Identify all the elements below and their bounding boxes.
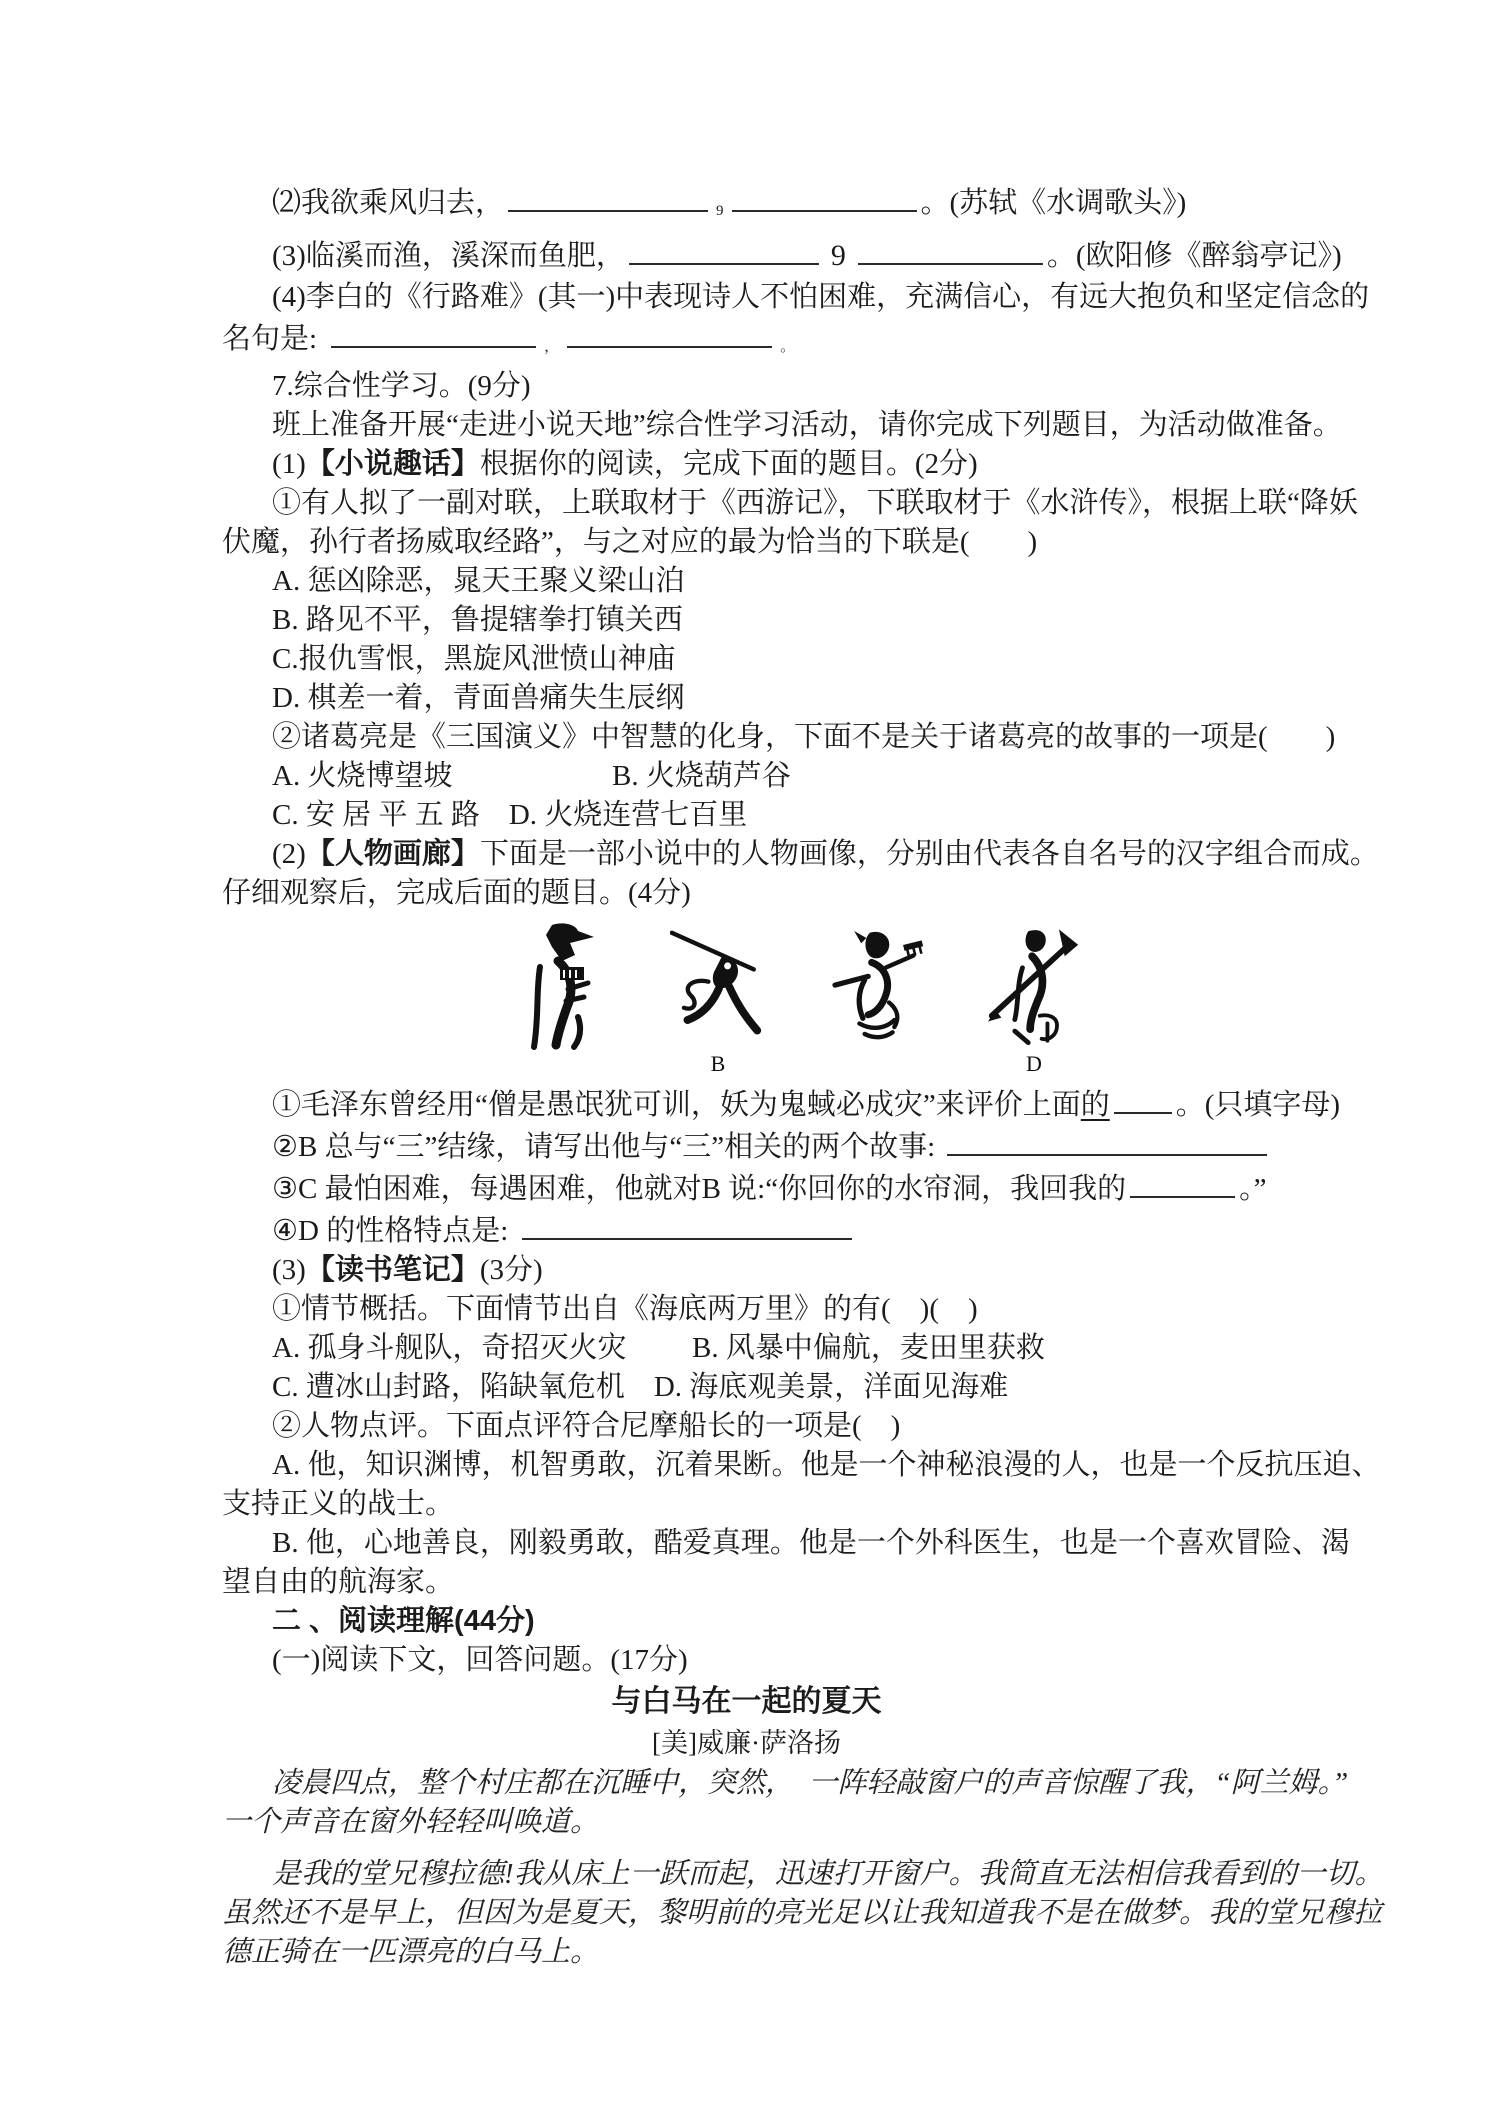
paragraph-text: 一个声音在窗外轻轻叫唤道。: [222, 1806, 600, 1838]
answer-blank: [1114, 1083, 1172, 1114]
q7-p3q1-options-ab: [0, 1329, 1493, 1368]
figure-1-label: [512, 1051, 608, 1077]
q7-p2q4: [0, 1209, 1493, 1251]
q7-part2-heading: [0, 835, 1493, 874]
question-text: ④D 的性格特点是:: [272, 1215, 509, 1247]
part-tag: 【读书笔记】: [305, 1254, 480, 1286]
option-text: A. 惩凶除恶，晁天王聚义梁山泊: [272, 565, 685, 597]
part-heading-text: (3分): [479, 1254, 543, 1286]
q7-intro: [0, 406, 1493, 445]
figure-3: [828, 921, 924, 1077]
question-text: ②人物点评。下面点评符合尼摩船长的一项是( ): [272, 1410, 901, 1442]
answer-blank: [1130, 1167, 1235, 1198]
option-text: B. 他，心地善良，刚毅勇敢，酷爱真理。他是一个外科医生，也是一个喜欢冒险、渴: [272, 1527, 1350, 1559]
figure-2-label: B: [710, 1051, 726, 1076]
q6-line-3: [0, 234, 1493, 278]
reading-title: [0, 1680, 1493, 1723]
q6-line-4-text: (4)李白的《行路难》(其一)中表现诗人不怕困难，充满信心，有远大抱负和坚定信念的: [272, 281, 1370, 313]
option-text: B. 火烧葫芦谷: [612, 760, 791, 792]
part-heading-text: 下面是一部小说中的人物画像，分别由代表各自名号的汉字组合而成。: [479, 838, 1379, 870]
part-number: (1): [272, 448, 306, 480]
reading-author: [0, 1723, 1493, 1764]
option-text: 支持正义的战士。: [222, 1488, 455, 1520]
part-heading-text: 仔细观察后，完成后面的题目。(4分): [222, 877, 691, 909]
option-text: B. 路见不平，鲁提辖拳打镇关西: [272, 604, 683, 636]
figure-2: [670, 921, 766, 1077]
reading-para1-line2: [0, 1803, 1493, 1842]
section2-sub-heading: [0, 1641, 1493, 1680]
section2-heading-text: 二 、阅读理解(44分): [272, 1605, 535, 1637]
q7-part3-heading: [0, 1251, 1493, 1290]
q7-p3q2-option-b-line2: [0, 1563, 1493, 1602]
q7-p3q2-option-a-line2: [0, 1485, 1493, 1524]
q7-p1q2-options-ab: [0, 757, 1493, 796]
paragraph-text: 虽然还不是早上，但因为是夏天，黎明前的亮光足以让我知道我不是在做梦。我的堂兄穆拉: [222, 1897, 1383, 1929]
section2-heading: [0, 1602, 1493, 1641]
q7-p2q3: [0, 1167, 1493, 1209]
q7-p1q2: [0, 718, 1493, 757]
figure-1: [512, 921, 608, 1077]
part-tag: 【人物画廊】: [305, 838, 480, 870]
q6-line-4: [0, 278, 1493, 317]
option-text: B. 风暴中偏航，麦田里获救: [692, 1332, 1045, 1364]
q7-heading: [0, 367, 1493, 406]
sha-wujing-calligraphy-figure: [986, 921, 1082, 1051]
q7-p3q1-options-cd: [0, 1368, 1493, 1407]
q6-line-3-source: 。(欧阳修《醉翁亭记》): [1046, 240, 1342, 272]
question-text: 伏魔，孙行者扬威取经路”，与之对应的最为恰当的下联是( ): [222, 526, 1038, 558]
q7-p3q1: [0, 1290, 1493, 1329]
question-text: ②B 总与“三”结缘，请写出他与“三”相关的两个故事:: [272, 1131, 936, 1163]
q7-p1q1-line1: [0, 484, 1493, 523]
q7-p2q2: [0, 1125, 1493, 1167]
option-text: A. 孤身斗舰队，奇招灭火灾: [272, 1332, 627, 1364]
q7-p2q1: [0, 1083, 1493, 1125]
q7-intro-text: 班上准备开展“走进小说天地”综合性学习活动，请你完成下列题目，为活动做准备。: [272, 409, 1342, 441]
comma-separator: 9: [716, 203, 724, 219]
paragraph-text: 德正骑在一匹漂亮的白马上。: [222, 1936, 600, 1968]
reading-para1-line1: [0, 1764, 1493, 1803]
q7-p1q1-option-d: [0, 679, 1493, 718]
comma-separator: ，: [544, 339, 560, 355]
option-text: D. 棋差一着，青面兽痛失生辰纲: [272, 682, 685, 714]
q7-p3q2: [0, 1407, 1493, 1446]
option-text: C. 安 居 平 五 路 D. 火烧连营七百里: [272, 799, 748, 831]
answer-blank: [732, 181, 917, 212]
reading-para2-line3: [0, 1933, 1493, 1972]
q6-line-5: [0, 317, 1493, 367]
answer-blank: [629, 234, 819, 265]
q7-p3q2-option-a-line1: [0, 1446, 1493, 1485]
part-number: (2): [272, 838, 306, 870]
answer-blank: [947, 1125, 1267, 1156]
q7-p1q1-option-c: [0, 640, 1493, 679]
answer-blank: [522, 1209, 852, 1240]
q6-line-2-text: ⑵我欲乘风归去，: [272, 187, 505, 219]
option-text: A. 他，知识渊博，机智勇敢，沉着果断。他是一个神秘浪漫的人，也是一个反抗压迫、: [272, 1449, 1381, 1481]
option-text: C. 遭冰山封路，陷缺氧危机 D. 海底观美景，洋面见海难: [272, 1371, 1009, 1403]
q7-heading-text: 7.综合性学习。(9分): [272, 370, 531, 402]
q6-line-2: [0, 180, 1493, 234]
zhu-bajie-calligraphy-figure: [828, 921, 924, 1051]
question-text: ①情节概括。下面情节出自《海底两万里》的有( )( ): [272, 1293, 978, 1325]
question-text: 。”: [1239, 1173, 1267, 1205]
q6-line-5-text: 名句是:: [222, 323, 318, 355]
question-text: ②诸葛亮是《三国演义》中智慧的化身，下面不是关于诸葛亮的故事的一项是( ): [272, 721, 1336, 753]
period-separator: 。: [780, 339, 796, 355]
q7-p3q2-option-b-line1: [0, 1524, 1493, 1563]
reading-para2-line1: [0, 1855, 1493, 1894]
figure-3-label: [828, 1051, 924, 1077]
q6-line-3-text: (3)临溪而渔，溪深而鱼肥，: [272, 240, 625, 272]
figure-4: [986, 921, 1082, 1077]
q7-part2-heading-line2: [0, 874, 1493, 913]
paragraph-text: 凌晨四点，整个村庄都在沉睡中，突然， 一阵轻敲窗户的声音惊醒了我，“阿兰姆。”: [272, 1767, 1349, 1799]
section2-sub-heading-text: (一)阅读下文，回答问题。(17分): [272, 1644, 688, 1676]
sun-wukong-calligraphy-figure: [670, 921, 766, 1051]
option-text: 望自由的航海家。: [222, 1566, 455, 1598]
tangseng-calligraphy-figure: [512, 921, 608, 1051]
paragraph-text: 是我的堂兄穆拉德!我从床上一跃而起，迅速打开窗户。我简直无法相信我看到的一切。: [272, 1858, 1384, 1890]
part-heading-text: 根据你的阅读，完成下面的题目。(2分): [479, 448, 978, 480]
q7-p1q1-option-b: [0, 601, 1493, 640]
underlined-char: 的: [1080, 1089, 1110, 1121]
option-text: C.报仇雪恨，黑旋风泄愤山神庙: [272, 643, 676, 675]
character-figures-row: [0, 921, 1493, 1077]
figure-4-label: D: [1026, 1051, 1042, 1076]
question-text: ③C 最怕困难，每遇困难，他就对B 说:“你回你的水帘洞，我回我的: [272, 1173, 1127, 1205]
option-text: A. 火烧博望坡: [272, 760, 453, 792]
reading-author-text: [美]威廉·萨洛扬: [652, 1728, 841, 1758]
comma-separator: 9: [830, 239, 846, 272]
reading-title-text: 与白马在一起的夏天: [611, 1685, 882, 1718]
q7-p1q1-line2: [0, 523, 1493, 562]
question-text: ①毛泽东曾经用“僧是愚氓犹可训，妖为鬼蜮必成灾”来评价上面: [272, 1089, 1081, 1121]
part-number: (3): [272, 1254, 306, 1286]
answer-blank: [331, 317, 536, 348]
q7-p1q2-options-cd: [0, 796, 1493, 835]
question-text: 。(只填字母): [1175, 1089, 1341, 1121]
q7-p1q1-option-a: [0, 562, 1493, 601]
question-text: ①有人拟了一副对联，上联取材于《西游记》，下联取材于《水浒传》，根据上联“降妖: [272, 487, 1358, 519]
reading-para2-line2: [0, 1894, 1493, 1933]
q6-line-2-source: 。(苏轼《水调歌头》): [920, 187, 1187, 219]
q7-part1-heading: [0, 445, 1493, 484]
answer-blank: [567, 317, 772, 348]
answer-blank: [508, 181, 708, 212]
answer-blank: [858, 234, 1043, 265]
part-tag: 【小说趣话】: [305, 448, 480, 480]
